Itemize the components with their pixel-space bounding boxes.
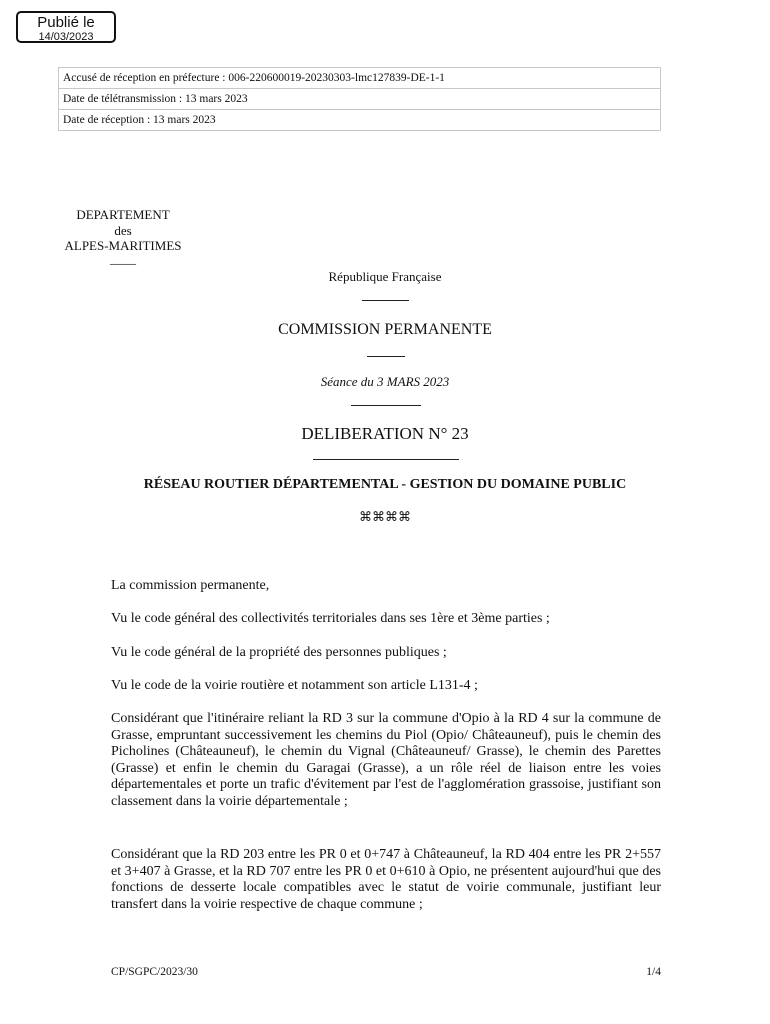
subject-title: RÉSEAU ROUTIER DÉPARTEMENTAL - GESTION DU DOMAINE PUBLIC: [143, 477, 627, 492]
stamp-date: 14/03/2023: [38, 31, 94, 43]
department-line: des: [114, 222, 132, 238]
commission-title: COMMISSION PERMANENTE: [278, 321, 492, 338]
citation: Vu le code de la voirie routière et notamment son article L131-4 ;: [111, 678, 478, 693]
preamble: La commission permanente,: [111, 578, 270, 593]
divider: [367, 356, 405, 357]
republic-label: République Française: [328, 269, 442, 284]
published-stamp: [16, 11, 116, 43]
citation: Vu le code général des collectivités territoriales dans ses 1ère et 3ème parties ;: [111, 611, 550, 626]
footer-reference: CP/SGPC/2023/30: [111, 966, 198, 978]
divider: [362, 300, 409, 301]
divider: [351, 405, 421, 406]
department-line: ALPES-MARITIMES: [64, 238, 182, 253]
ornament: ⌘⌘⌘⌘: [359, 510, 411, 525]
table-row: [59, 68, 661, 89]
page-number: 1/4: [646, 966, 661, 978]
receipt-table: [58, 67, 661, 131]
divider: [313, 459, 459, 460]
table-row: [59, 110, 661, 131]
session-date: Séance du 3 MARS 2023: [320, 374, 450, 389]
receipt-ack: Accusé de réception en préfecture : 006-220600019-20230303-lmc127839-DE-1-1: [59, 68, 661, 89]
table-row: [59, 89, 661, 110]
department-line: ____: [110, 250, 136, 266]
receipt-reception-date: Date de réception : 13 mars 2023: [59, 110, 661, 131]
stamp-label: Publié le: [37, 14, 95, 31]
department-block: [48, 207, 198, 264]
department-line: DEPARTEMENT: [76, 207, 170, 222]
deliberation-title: DELIBERATION N° 23: [301, 424, 469, 443]
citation: Vu le code général de la propriété des personnes publiques ;: [111, 645, 447, 660]
considering-paragraph: Considérant que la RD 203 entre les PR 0 et 0+747 à Châteauneuf, la RD 404 entre les PR 2+557 et 3+407 à Grasse, et la RD 707 entre les PR 0 et 0+610 à Opio, ne présentent aujourd'hui que des fonctions de desserte locale compatibles avec le statut de voirie communale, justifiant leur transfert dans la voirie respective de chaque commune ;: [111, 847, 661, 912]
receipt-transmission-date: Date de télétransmission : 13 mars 2023: [59, 89, 661, 110]
considering-paragraph: Considérant que l'itinéraire reliant la RD 3 sur la commune d'Opio à la RD 4 sur la commune de Grasse, empruntant successivement les chemins du Piol (Opio/ Châteauneuf), puis le chemin des Picholines (Châteauneuf), le chemin du Vignal (Châteauneuf/ Grasse), le chemin des Parettes (Grasse) et enfin le chemin du Garagai (Grasse), a un rôle réel de liaison entre les voies départementales et porte un trafic d'évitement par l'est de l'agglomération grassoise, justifiant son classement dans la voirie départementale ;: [111, 711, 661, 809]
